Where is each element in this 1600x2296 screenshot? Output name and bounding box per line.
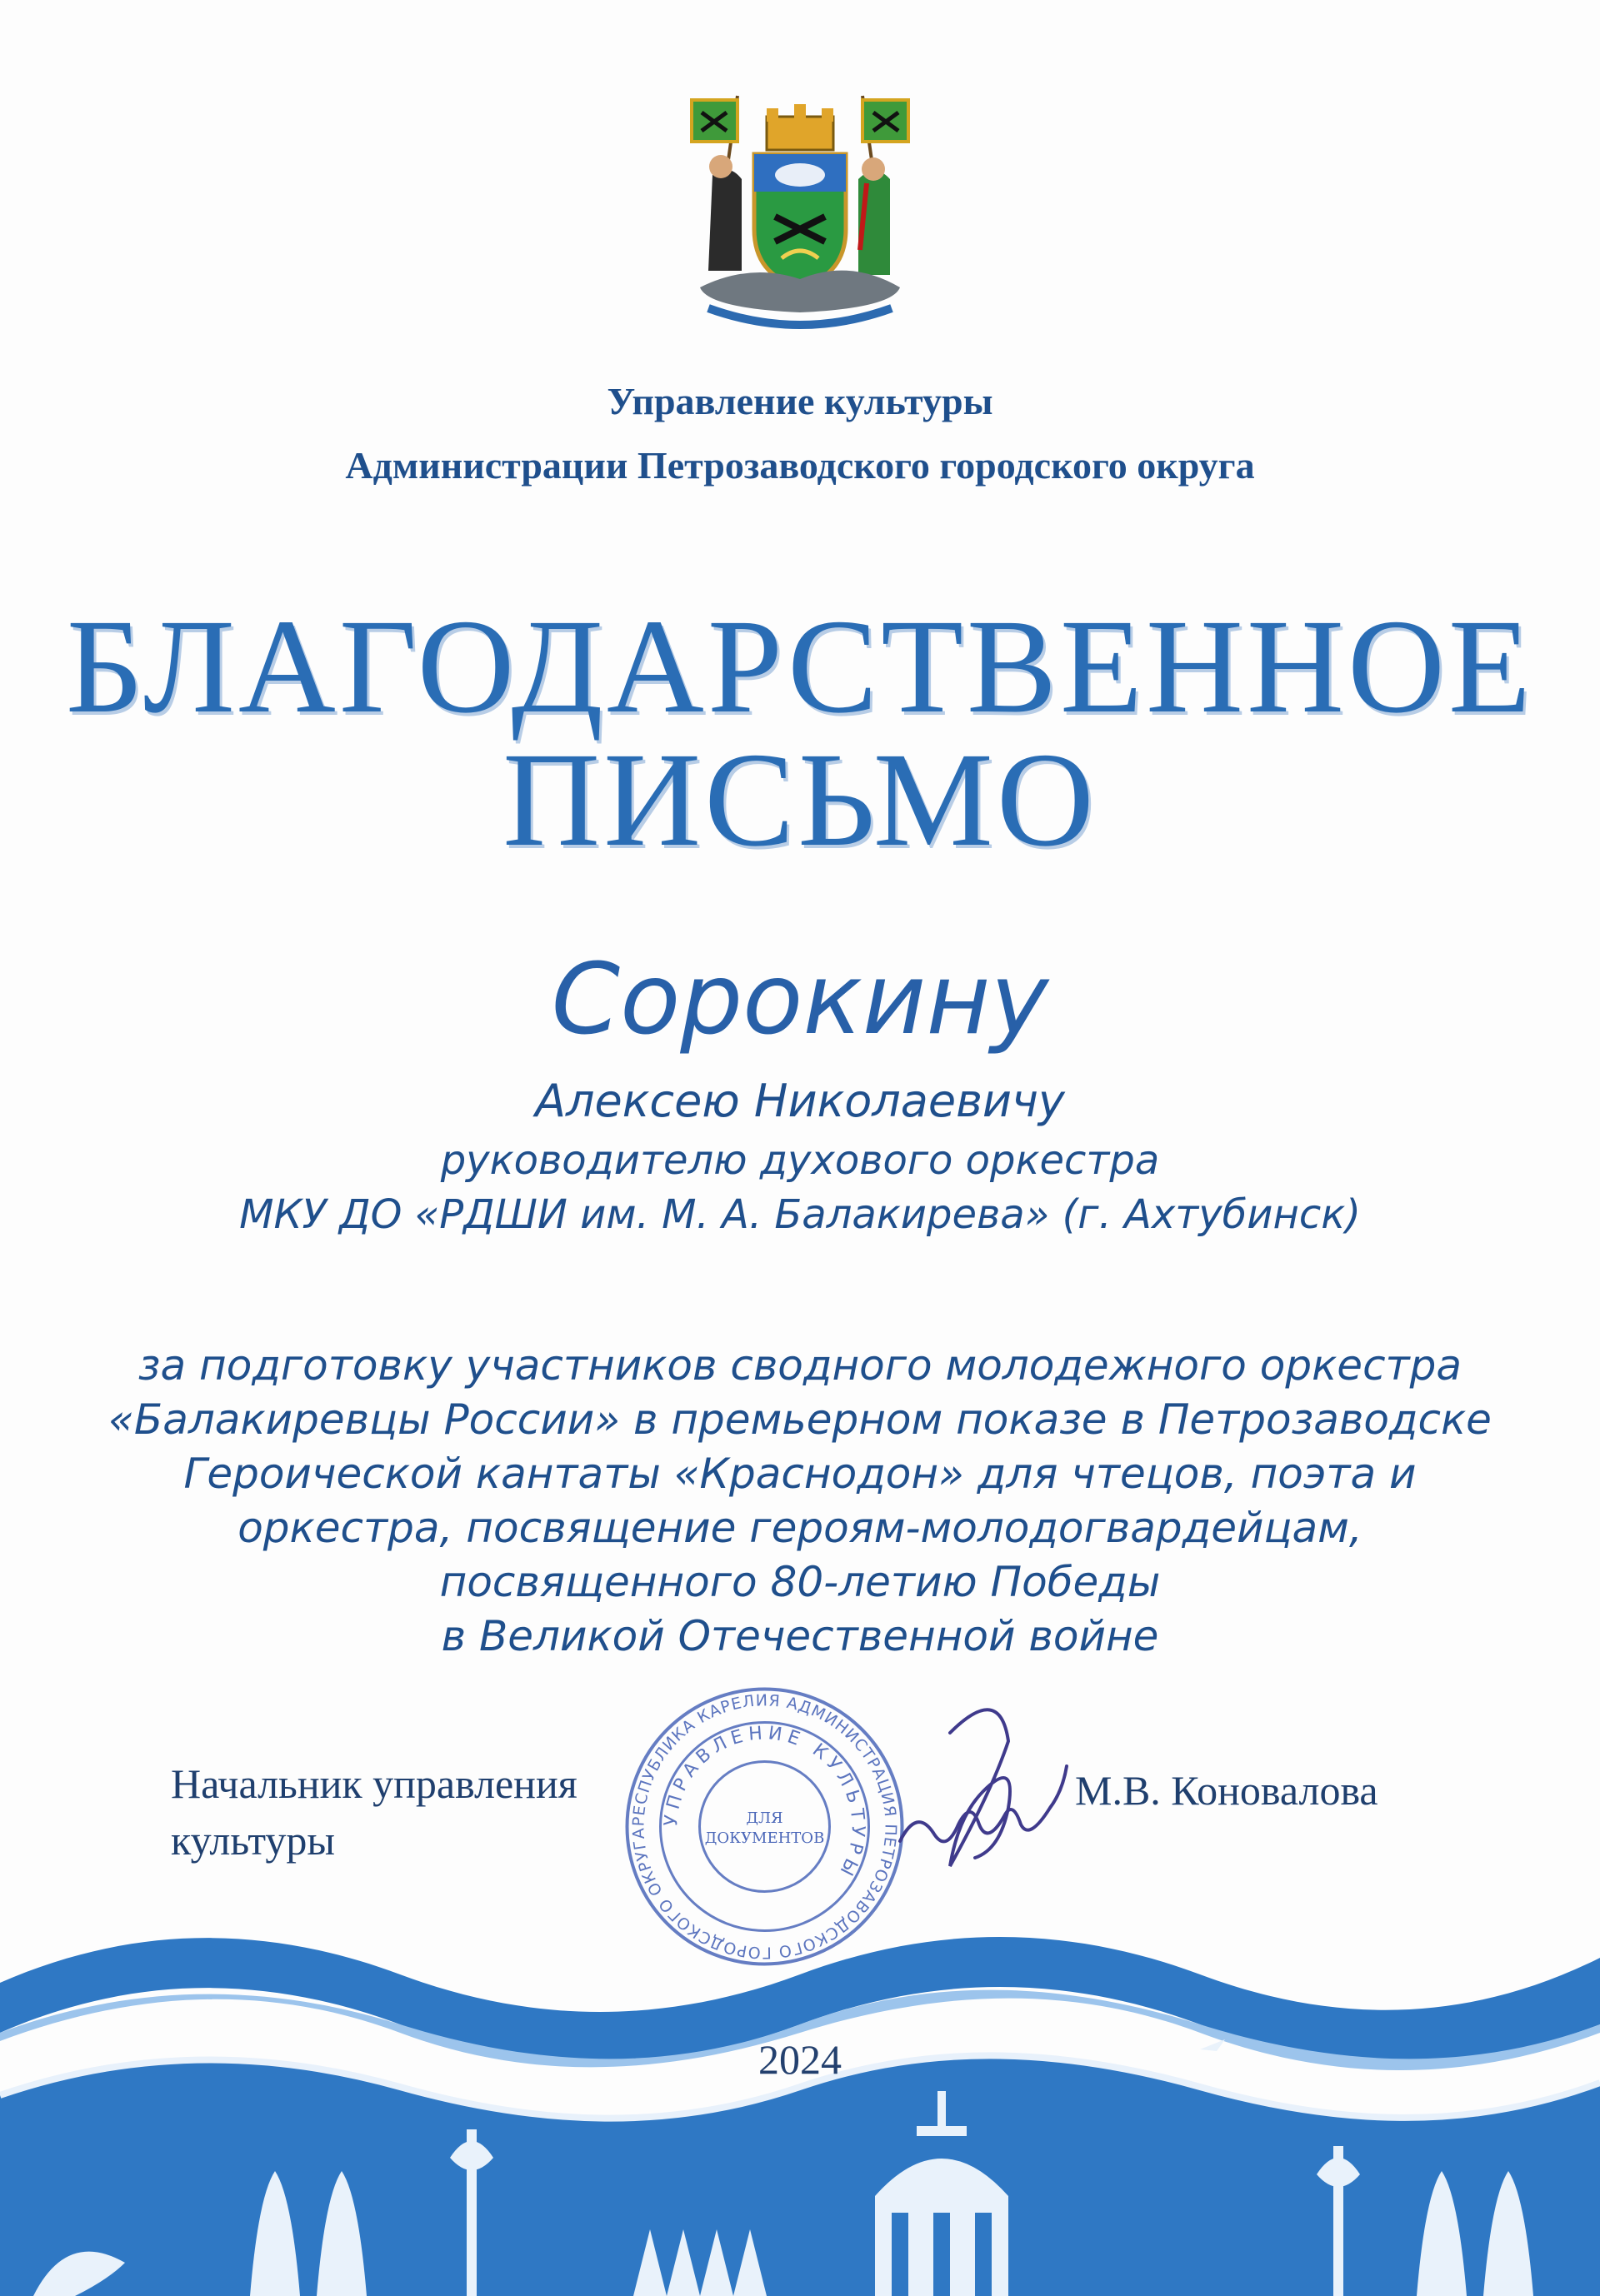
signatory-title-line-2: культуры — [171, 1817, 336, 1864]
reason-line: Героической кантаты «Краснодон» для чтецов, поэта и — [183, 1450, 1417, 1498]
recipient-position-line-1: руководителю духового оркестра — [440, 1137, 1160, 1184]
recipient-position-line-2: МКУ ДО «РДШИ им. М. А. Балакирева» (г. Ахтубинск) — [239, 1191, 1361, 1238]
issue-year: 2024 — [758, 2036, 842, 2083]
seal-center-line-1: ДЛЯ — [746, 1809, 783, 1827]
signatory-title-line-1: Начальник управления — [171, 1760, 578, 1807]
document-title-line-2: ПИСЬМО — [502, 726, 1098, 875]
recipient-name: Алексею Николаевичу — [535, 1075, 1065, 1127]
reason-line: за подготовку участников сводного молодежного оркестра — [138, 1341, 1462, 1390]
reason-line: в Великой Отечественной войне — [441, 1612, 1159, 1660]
issuer-line-2: Администрации Петрозаводского городского округа — [345, 444, 1255, 487]
svg-text:УПРАВЛЕНИЕ КУЛЬТУРЫ — [661, 1723, 868, 1883]
document-title-line-1: БЛАГОДАРСТВЕННОЕ — [66, 592, 1534, 741]
recipient-surname: Сорокину — [551, 941, 1049, 1056]
reason-line: «Балакиревцы России» в премьерном показе в Петрозаводске — [108, 1395, 1492, 1444]
seal-center-line-2: ДОКУМЕНТОВ — [704, 1829, 825, 1847]
issuer-line-1: Управление культуры — [607, 380, 993, 422]
coat-of-arms-icon — [675, 83, 925, 350]
seal-inner-text: УПРАВЛЕНИЕ КУЛЬТУРЫ — [661, 1723, 868, 1884]
signatory-name: М.В. Коновалова — [1075, 1767, 1378, 1814]
seal-outer-text: РЕСПУБЛИКА КАРЕЛИЯ АДМИНИСТРАЦИЯ ПЕТРОЗАВОДСКОГО ГОРОДСКОГО ОКРУГА — [629, 1691, 900, 1962]
reason-line: посвященного 80-летию Победы — [439, 1558, 1161, 1606]
handwritten-signature-icon — [875, 1683, 1092, 1883]
decorative-waves-footer — [0, 1908, 1600, 2296]
reason-line: оркестра, посвящение героям-молодогвардейцам, — [238, 1504, 1362, 1552]
